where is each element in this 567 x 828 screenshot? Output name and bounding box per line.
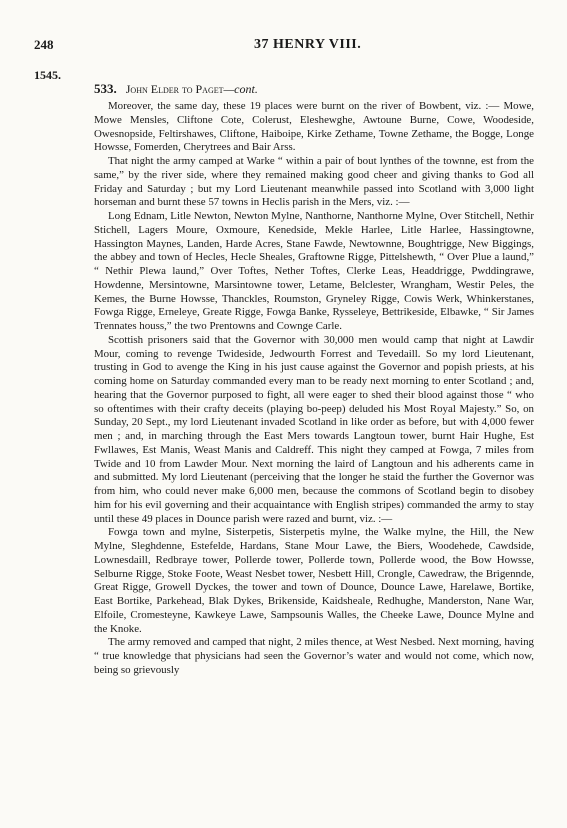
- running-head: 37 HENRY VIII.: [254, 37, 362, 52]
- body-text: [94, 100, 534, 678]
- paragraph: Scottish prisoners said that the Governor with 30,000 men would camp that night at Lawdir Mour, coming to revenge Twideside, Jedwourth Forrest and Tevedaill. So my lord Lieutenant, trusting in God to avenge the King in his just cause against the Governor and popish priests, at his coming home on Saturday commanded every man to be ready next morning to enter Scotland ; and, hearing that the Governor purposed to fight, all were eager to shed their blood against those “ who so oftentimes with their crafty deceits (playing bo-peep) deluded his Most Royal Majesty.” So, on Sunday, 20 Sept., my lord Lieutenant invaded Scotland in like order as before, but with 4,000 fewer men ; and, in marching through the East Mers towards Langtoun tower, burnt Hair Hughe, Est Fwllawes, Est Manis, Weast Manis and Caldreff. This night they camped at Fowga, 7 miles from Twide and 10 from Lawder Mour. Next morning the laird of Langtoun and his adherents came in and submitted. My lord Lieutenant (perceiving that the longer he staid the further the Governor was from him, who could never make 6,000 men, because the commons of Scotland begin to disobey him for his evil governing and their acquaintance with English stripes) commanded the army to stay until these 49 places in Dounce parish were razed and burnt, viz. :—: [94, 333, 534, 525]
- year-margin-note: 1545.: [34, 68, 61, 82]
- entry-continued: —cont.: [223, 82, 258, 96]
- entry-title: John Elder to Paget: [125, 82, 224, 96]
- page-number: 248: [34, 37, 54, 52]
- page-header: [34, 37, 536, 53]
- paragraph: Long Ednam, Litle Newton, Newton Mylne, Nanthorne, Nanthorne Mylne, Over Stitchell, Nethir Stichell, Lagers Moure, Oxmoure, Kenedside, Mekle Harlee, Litle Harlee, Hassingtowne, Hassington Maynes, Landen, Harde Acres, Stane Fawde, Newtownne, Boughtrigge, New Biggings, the abbey and town of Hecles, Hecle Sheales, Graftowne Rigge, Pittelshewth, “ Over Plue a laund,” “ Nethir Plewa laund,” Over Toftes, Nether Toftes, Clerke Leas, Headdrigge, Pwddingrawe, Howdenne, Mersintowne, Marsintowne tower, Letame, Belclester, Wrangham, Westir Peles, the Kemes, the Burne Howsse, Thanckles, Roumston, Gryneley Rigge, Cowis Werk, Whinkerstanes, Fowga Rigge, Erneleye, Greate Rigge, Fowga Banke, Rysseleye, Bettrikeside, Elbawke, “ Sir James Trennates houss,” the two Prentowns and Cownge Carle.: [94, 210, 534, 332]
- paragraph: Fowga town and mylne, Sisterpetis, Sisterpetis mylne, the Walke mylne, the Hill, the New Mylne, Sleghdenne, Estefelde, Hardans, Stane Mour Lawe, the Biers, Woodehede, Cawdside, Lownesdaill, Redbraye tower, Pollerde tower, Pollerde town, Pollerde wood, the Bow Howsse, Selburne Rigge, Stoke Foote, Weast Nesbet tower, Nesbett Hill, Crongle, Cawedraw, the Brigennde, Great Rigge, Growell Dyckes, the tower and town of Dounce, Dounce Lawe, Harelawe, Bortike, East Bortike, Parkehead, Blak Dykes, Brikenside, Kaidsheale, Redhughe, Manderston, Nane War, Elfoile, Cromesteyne, Kawkeye Lawe, Sampsounis Walles, the Cheeke Lawe, Dounce Mylne and the Knoke.: [94, 526, 534, 635]
- paragraph: Moreover, the same day, these 19 places were burnt on the river of Bowbent, viz. :— Mowe, Mowe Mensles, Cliftone Cote, Colerust, Eleshewghe, Awtoune Burne, Cowe, Woodeside, Owesnopside, Feltirshawes, Cliftone, Haiboipe, Kirke Zethame, Towne Zethame, the Bogge, Longe Howsse, Fomerden, Cherytrees and Bair Arss.: [94, 100, 534, 154]
- entry-heading: [94, 81, 534, 97]
- entry-number: 533.: [94, 81, 117, 96]
- paragraph: The army removed and camped that night, 2 miles thence, at West Nesbed. Next morning, having “ true knowledge that physicians had seen the Governor’s water and would not come, which now, being so grievously: [94, 636, 534, 676]
- paragraph: That night the army camped at Warke “ within a pair of bout lynthes of the townne, est from the same,” by the river side, where they remained making good cheer and giving thanks to God all Friday and Saturday ; but my Lord Lieutenant meanwhile passed into Scotland with 3,000 light horseman and burnt these 57 towns in Heclis parish in the Mers, viz. :—: [94, 155, 534, 209]
